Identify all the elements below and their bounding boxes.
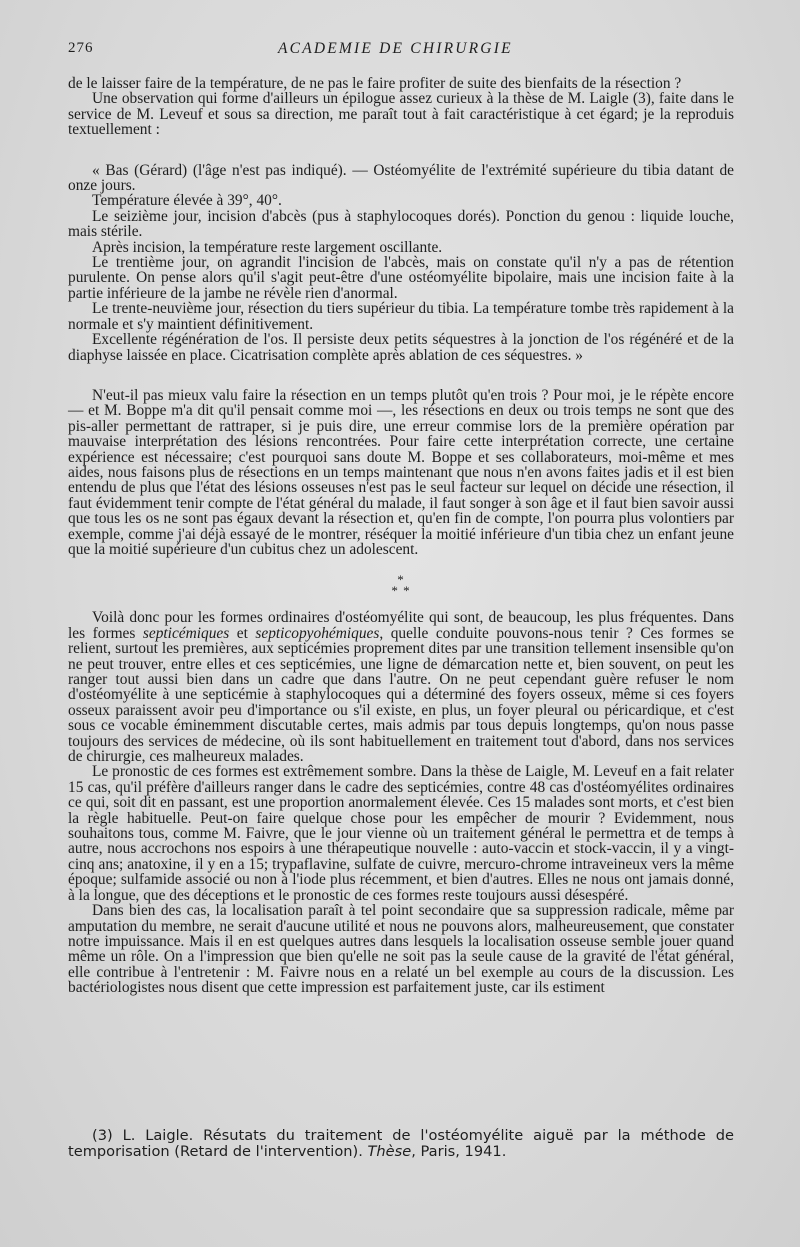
page-number: 276: [68, 40, 94, 56]
footnote: (3) L. Laigle. Résutats du traitement de l'ostéomyélite aiguë par la méthode de temporisation (Retard de l'intervention). Thèse, Paris, 1941.: [68, 1127, 734, 1160]
footnote-emphasis-these: Thèse: [367, 1143, 412, 1160]
quote-paragraph: Le trentième jour, on agrandit l'incision de l'abcès, mais on constate qu'il n'y a pas de rétention purulente. On pense alors qu'il s'agit peut-être d'une ostéomyélite bipolaire, mais une incision faite à la partie inférieure de la jambe ne révèle rien d'anormal.: [68, 254, 734, 302]
quoted-observation: [68, 163, 734, 363]
intro-paragraph: Une observation qui forme d'ailleurs un épilogue assez curieux à la thèse de M. Laigle (3), faite dans le service de M. Leveuf et sous sa direction, me paraît tout à fait caractéristique à cet égard; je la reproduis textuellement :: [68, 90, 734, 139]
quote-paragraph: Le trente-neuvième jour, résection du tiers supérieur du tibia. La température tombe très rapidement à la normale et s'y maintient définitivement.: [68, 300, 734, 333]
quote-paragraph: Le seizième jour, incision d'abcès (pus à staphylocoques dorés). Ponction du genou : liquide louche, mais stérile.: [68, 207, 734, 241]
quote-paragraph: « Bas (Gérard) (l'âge n'est pas indiqué). — Ostéomyélite de l'extrémité supérieure du tibia datant de onze jours.: [68, 161, 734, 195]
localisation-paragraph: Dans bien des cas, la localisation paraît à tel point secondaire que sa suppression radicale, même par amputation du membre, ne serait d'aucune utilité et nous ne pouvons alors, malheureusement, que constater notre impuissance. Mais il en est quelques autres dans lesquels la localisation osseuse semble jouer quand même un rôle. On a l'impression que bien qu'elle ne soit pas la seule cause de la gravité de l'état général, elle contribue à l'entretenir : M. Faivre nous en a relaté un bel exemple au cours de la discussion. Les bactériologistes nous disent que cette impression est parfaitement juste, car ils estiment: [68, 902, 734, 997]
emphasis-septicemiques: septicémiques: [142, 624, 230, 642]
section-separator: [68, 572, 734, 599]
resection-paragraph: N'eut-il pas mieux valu faire la résection en un temps plutôt qu'en trois ? Pour moi, je le répète encore — et M. Boppe m'a dit qu'il pensait comme moi —, les résections en deux ou trois temps ne sont que des pis-aller permettant de rattraper, si je puis dire, une erreur commise lors de la première opération par mauvaise interprétation des lésions rencontrées. Pour faire cette interprétation correcte, une certaine expérience est nécessaire; c'est pourquoi sans doute M. Boppe et ses collaborateurs, moi-même et mes aides, nous faisons plus de résections en un temps maintenant que nous n'en avons faites jadis et il est bien entendu de plus que l'état des lésions osseuses n'est pas le seul facteur sur lequel on décide une résection, il faut évidemment tenir compte de l'état général du malade, il faut songer à son âge et il faut bien savoir aussi que tous les os ne sont pas égaux devant la résection et, qu'en fin de compte, l'on pourra plus volontiers par exemple, comme j'ai déjà essayé de le montrer, réséquer la moitié inférieure d'un tibia chez un enfant jeune que la moitié supérieure d'un cubitus chez un adolescent.: [68, 386, 734, 558]
separator-star-top: *: [397, 572, 405, 588]
running-title: ACADEMIE DE CHIRURGIE: [278, 40, 513, 57]
prognosis-paragraph: Le pronostic de ces formes est extrêmement sombre. Dans la thèse de Laigle, M. Leveuf en a fait relater 15 cas, qu'il préfère d'ailleurs ranger dans le cadre des septicémies, contre 48 cas d'ostéomyélites ordinaires ce qui, soit dit en passant, est une proportion anormalement élevée. Ces 15 malades sont morts, et c'est bien la règle habituelle. Peut-on faire quelque chose pour les empêcher de mourir ? Evidemment, nous souhaitons tous, comme M. Faivre, que le jour vienne où un traitement général le permettra et de temps à autre, nous accrochons nos espoirs à une thérapeutique nouvelle : auto-vaccin et stock-vaccin, il y a vingt-cinq ans; anatoxine, il y en a 15; trypaflavine, sulfate de cuivre, mercuro-chrome intraveineux vers la même époque; sulfamide associé ou non à l'iode plus récemment, et bien d'autres. Elles ne nous ont jamais donné, à la longue, que des déceptions et le pronostic de ces formes reste toujours aussi désespéré.: [68, 763, 734, 904]
separator-star-bottom: * *: [391, 583, 411, 599]
septic-forms-paragraph: Voilà donc pour les formes ordinaires d'ostéomyélite qui sont, de beaucoup, les plus fréquentes. Dans les formes septicémiques et septicopyohémiques, quelle conduite pouvons-nous tenir ? Ces formes se relient, surtout les premières, aux septicémies proprement dites par une transition tellement insensible qu'on ne peut trouver, entre elles et ces septicémies, une ligne de démarcation nette et, bien souvent, on peut les ranger tout aussi bien dans un cadre que dans l'autre. On ne peut cependant guère refuser le nom d'ostéomyélite à une septicémie à staphylocoques qui a déterminé des foyers osseux, même si ces foyers osseux paraissent avoir peu d'importance ou s'il existe, en plus, un foyer pleural ou péricardique, et c'est sous ce vocable éminemment discutable certes, mais admis par tous depuis longtemps, qu'on nous passe toujours des services de médecine, où ils sont habituellement en traitement tout d'abord, dans nos services de chirurgie, ces malheureux malades.: [68, 609, 734, 766]
quote-paragraph: Excellente régénération de l'os. Il persiste deux petits séquestres à la jonction de l'os régénéré et de la diaphyse laissée en place. Cicatrisation complète après ablation de ces séquestres. »: [68, 331, 734, 364]
quote-paragraph: Après incision, la température reste largement oscillante.: [92, 238, 443, 256]
quote-paragraph: Température élevée à 39°, 40°.: [92, 192, 282, 210]
continuation-paragraph: de le laisser faire de la température, de ne pas le faire profiter de suite des bienfaits de la résection ?: [68, 75, 682, 92]
body-text: [68, 76, 734, 996]
emphasis-septicopyohemiques: septicopyohémiques: [255, 624, 380, 642]
page-header: [68, 40, 760, 62]
